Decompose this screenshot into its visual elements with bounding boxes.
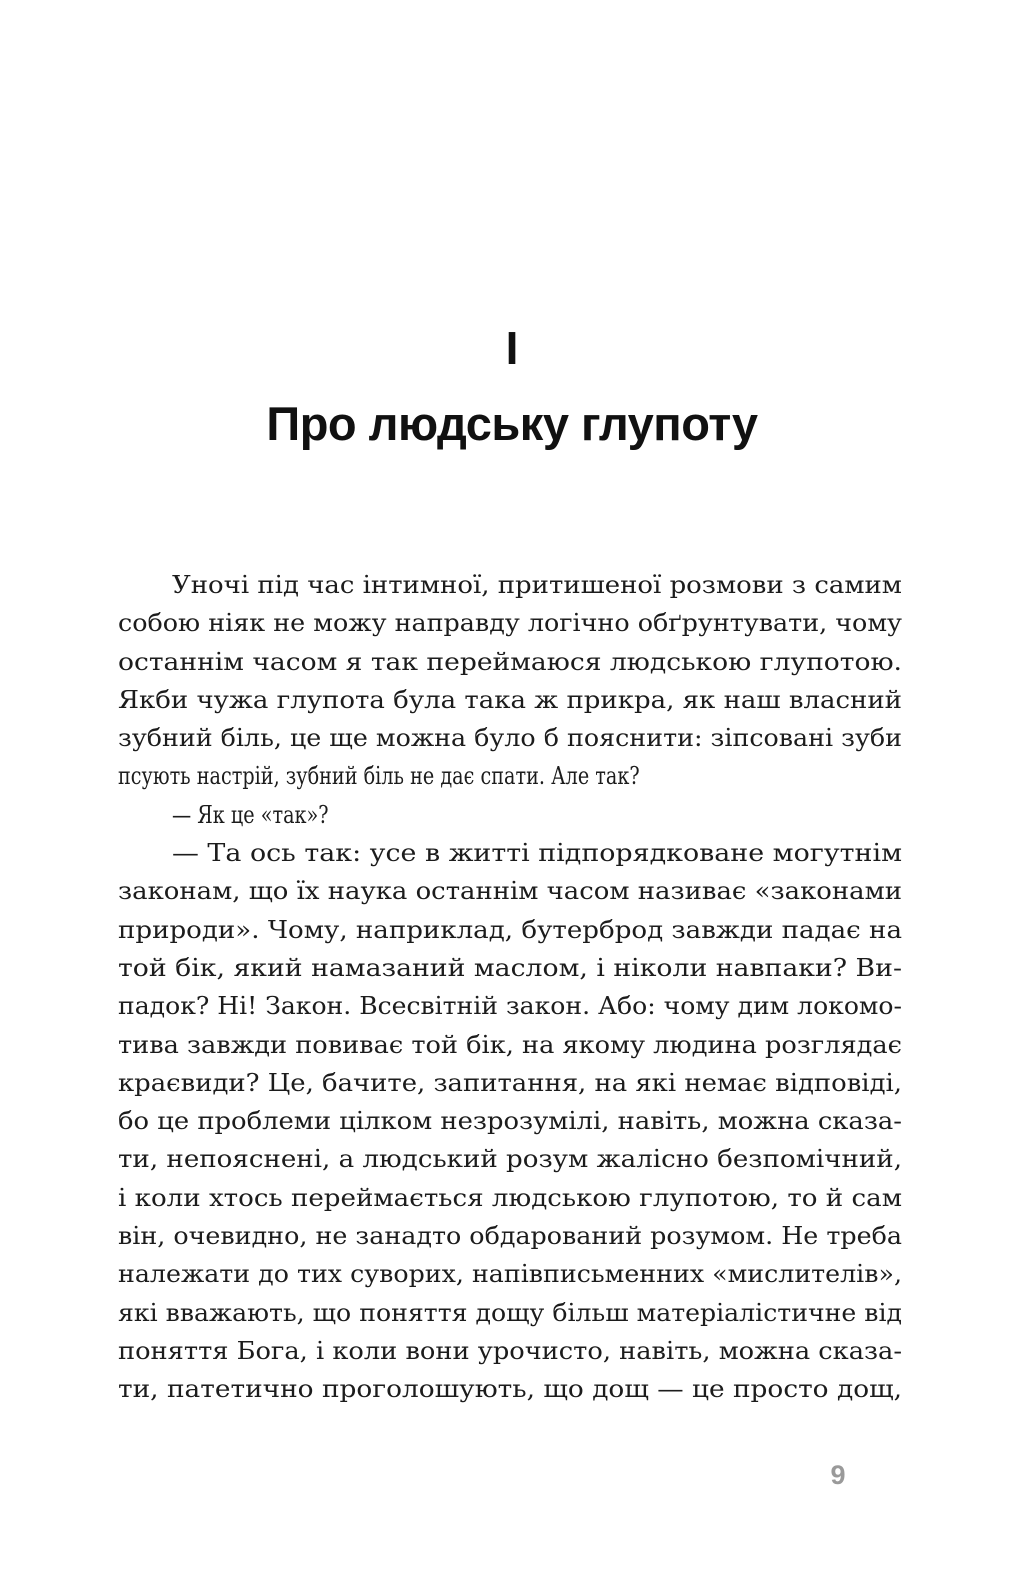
text-line-content: і коли хтось переймається людською глупотою, то й сам xyxy=(118,1183,902,1212)
text-line xyxy=(118,604,902,642)
text-line-content: які вважають, що поняття дощу більш матеріалістичне від xyxy=(118,1298,902,1327)
text-line xyxy=(118,1064,902,1102)
text-line-content: ти, патетично проголошують, що дощ — це просто дощ, xyxy=(118,1375,902,1404)
text-line-content: ти, непояснені, а людський розум жалісно безпомічний, xyxy=(118,1145,902,1174)
text-line-content: останнім часом я так переймаюся людською глупотою. xyxy=(118,647,902,676)
text-line xyxy=(118,757,902,795)
text-line-content: поняття Бога, і коли вони урочисто, навіть, можна сказа- xyxy=(118,1336,902,1365)
chapter-body xyxy=(118,566,902,1409)
page-number: 9 xyxy=(830,1460,846,1490)
text-line-content: собою ніяк не можу направду логічно обґрунтувати, чому xyxy=(118,609,902,638)
text-line-content: він, очевидно, не занадто обдарований розумом. Не треба xyxy=(118,1222,903,1251)
text-line-content: зубний біль, це ще можна було б пояснити: зіпсовані зуби xyxy=(118,724,902,753)
text-line xyxy=(118,1179,902,1217)
text-line xyxy=(118,949,902,987)
text-line xyxy=(118,1140,902,1178)
text-line xyxy=(118,566,902,604)
text-line-content: Уночі під час інтимної, притишеної розмови з самим xyxy=(172,571,903,599)
text-line-content: краєвиди? Це, бачите, запитання, на які немає відповіді, xyxy=(118,1068,902,1097)
text-line xyxy=(118,1332,902,1370)
text-line xyxy=(118,1370,902,1408)
text-line-content: тива завжди повиває той бік, на якому людина розглядає xyxy=(118,1030,903,1059)
chapter-title: Про людську глупоту xyxy=(266,397,758,450)
text-line-content: бо це проблеми цілком незрозумілі, навіть, можна сказа- xyxy=(118,1107,902,1136)
text-line xyxy=(118,1255,902,1293)
text-line-content: природи». Чому, наприклад, бутерброд завжди падає на xyxy=(118,915,902,944)
text-line xyxy=(118,1294,902,1332)
text-line xyxy=(118,834,902,872)
text-line-content: падок? Ні! Закон. Всесвітній закон. Або: чому дим локомо- xyxy=(118,992,902,1021)
text-line-content: Якби чужа глупота була така ж прикра, як наш власний xyxy=(118,685,902,714)
text-line xyxy=(118,796,902,834)
chapter-number: I xyxy=(505,322,519,374)
text-line xyxy=(118,987,902,1025)
text-line-content: псують настрій, зубний біль не дає спати. Але так? xyxy=(118,762,640,791)
text-line-content: законам, що їх наука останнім часом називає «законами xyxy=(118,877,902,906)
text-line-content: належати до тих суворих, напівписьменних «мислителів», xyxy=(118,1260,902,1289)
text-line xyxy=(118,719,902,757)
text-line xyxy=(118,681,902,719)
text-line xyxy=(118,643,902,681)
text-line xyxy=(118,1102,902,1140)
text-line xyxy=(118,872,902,910)
text-line-content: — Та ось так: усе в житті підпорядковане могутнім xyxy=(172,839,902,868)
text-line xyxy=(118,1026,902,1064)
text-line xyxy=(118,1217,902,1255)
text-line xyxy=(118,911,902,949)
text-line-content: той бік, який намазаний маслом, і ніколи навпаки? Ви- xyxy=(118,953,902,982)
text-line-content: — Як це «так»? xyxy=(172,800,329,829)
